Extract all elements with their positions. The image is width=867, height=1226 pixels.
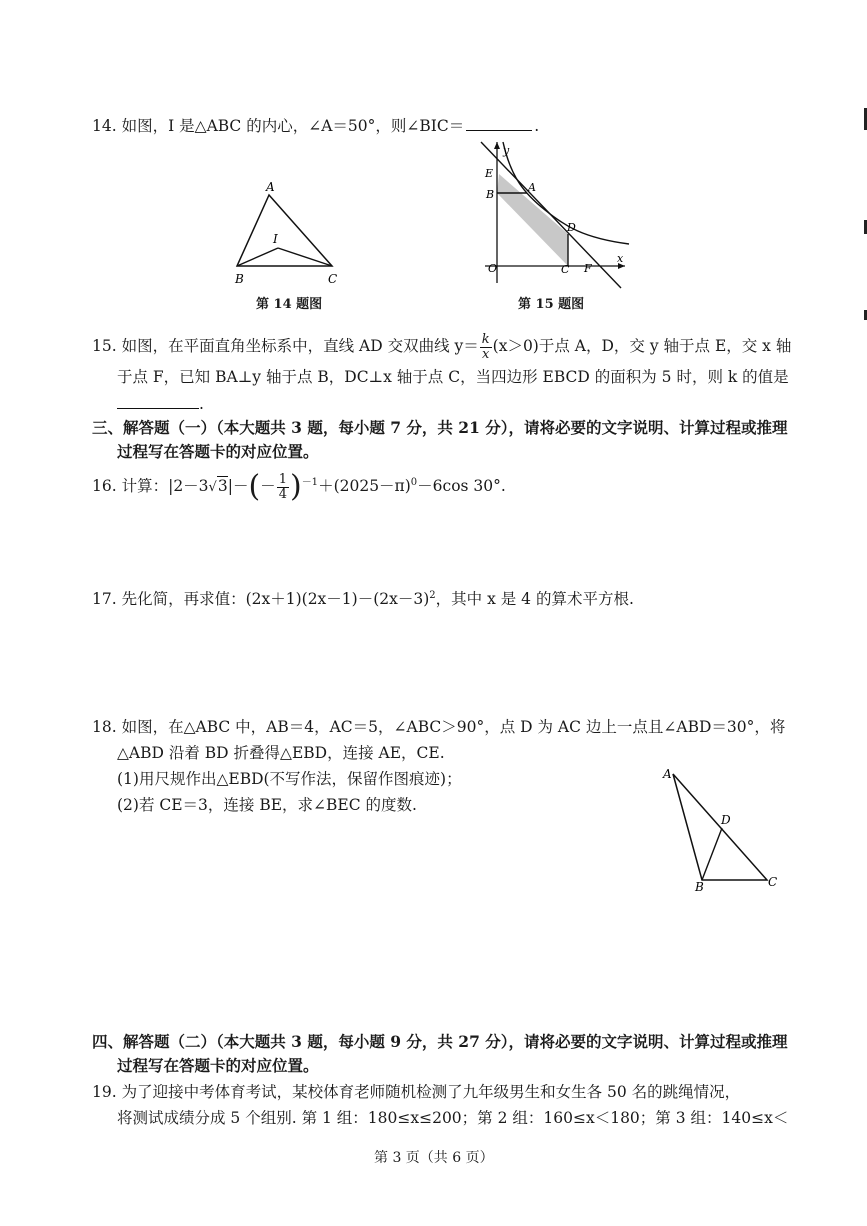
question-number: 16. — [92, 477, 117, 495]
figure-q14-triangle — [228, 178, 348, 286]
question-18-line-1: 18. 如图，在△ABC 中，AB＝4，AC＝5，∠ABC＞90°，点 D 为 AC 边上一点且∠ABD＝30°，将 — [92, 718, 786, 736]
axis-label-x: x — [617, 252, 624, 265]
question-14: 14. 如图，I 是△ABC 的内心，∠A＝50°，则∠BIC＝ . — [92, 117, 540, 135]
section-3-header: 三、解答题（一）（本大题共 3 题，每小题 7 分，共 21 分），请将必要的文字说明、计算过程或推理 — [92, 418, 788, 437]
point-label-f: F — [584, 262, 592, 275]
point-label-b: B — [486, 188, 495, 201]
point-label-c: C — [768, 875, 778, 889]
point-label-i: I — [273, 232, 278, 246]
point-label-a: A — [528, 181, 536, 194]
question-15-line-3: . — [117, 394, 204, 414]
figure-q15-coordinate — [475, 138, 635, 290]
fraction-one-quarter: $\frac{1}{4}$ — [278, 471, 287, 502]
point-label-d: D — [721, 813, 731, 827]
figure-caption-15: 第 15 题图 — [518, 297, 585, 312]
fraction-k-over-x: $\frac{k}{x}$ — [481, 332, 490, 362]
point-label-e: E — [485, 167, 494, 180]
question-15-line-2: 于点 F，已知 BA⊥y 轴于点 B，DC⊥x 轴于点 C，当四边形 EBCD 的面积为 5 时，则 k 的值是 — [117, 368, 789, 386]
point-label-b: B — [235, 272, 244, 286]
question-number: 19. — [92, 1083, 117, 1101]
question-number: 18. — [92, 718, 117, 736]
figure-caption-14: 第 14 题图 — [256, 297, 323, 312]
point-label-c: C — [561, 263, 570, 276]
question-16: 16. 计算：|2－3√3|－(－ $\frac{1}{4}$ )$^{-1}+(2025-\pi)^0-6\cos$ 30°. — [92, 469, 506, 504]
question-19-line-1: 19. 为了迎接中考体育考试，某校体育老师随机检测了九年级男生和女生各 50 名的跳绳情况， — [92, 1083, 741, 1101]
triangle-abc — [673, 774, 767, 880]
triangle-abc — [237, 195, 332, 266]
point-label-a: A — [266, 180, 275, 194]
point-label-b: B — [695, 880, 704, 894]
axis-label-y: y — [503, 144, 510, 157]
section-3-header-line-2: 过程写在答题卡的对应位置。 — [117, 442, 319, 461]
question-18-sub-2: (2)若 CE＝3，连接 BE，求∠BEC 的度数. — [117, 796, 417, 814]
y-axis-arrow — [494, 142, 500, 149]
question-19-line-2: 将测试成绩分成 5 个组别. 第 1 组：180≤x≤200；第 2 组：160≤x＜180；第 3 组：140≤x＜ — [117, 1109, 789, 1127]
question-text: 如图，I 是△ABC 的内心，∠A＝50°，则∠BIC＝ — [121, 117, 465, 135]
point-label-o: O — [488, 262, 498, 275]
section-4-header-line-2: 过程写在答题卡的对应位置。 — [117, 1056, 319, 1075]
question-number: 17. — [92, 590, 117, 609]
answer-blank — [117, 394, 199, 409]
point-label-d: D — [567, 221, 576, 234]
figure-q18-triangle — [655, 762, 785, 894]
question-number: 15. — [92, 337, 117, 356]
segment-bd — [702, 828, 722, 880]
question-17: 17. 先化简，再求值：$(2x+1)(2x-1)-(2x-3)^2$，其中 x 是 4 的算术平方根. — [92, 590, 634, 609]
section-4-header: 四、解答题（二）（本大题共 3 题，每小题 9 分，共 27 分），请将必要的文字说明、计算过程或推理 — [92, 1032, 788, 1051]
page-footer: 第 3 页（共 6 页） — [374, 1150, 494, 1166]
question-18-line-2: △ABD 沿着 BD 折叠得△EBD，连接 AE，CE. — [117, 744, 445, 762]
point-label-c: C — [328, 272, 338, 286]
question-number: 14. — [92, 117, 117, 135]
question-18-sub-1: (1)用尺规作出△EBD(不写作法，保留作图痕迹)； — [117, 770, 462, 788]
point-label-a: A — [663, 767, 672, 781]
answer-blank — [466, 116, 532, 131]
question-15-line-1: 15. 如图，在平面直角坐标系中，直线 AD 交双曲线 y＝ $\frac{k}{x}$ (x＞0)于点 A，D，交 y 轴于点 E，交 x 轴 — [92, 332, 792, 362]
